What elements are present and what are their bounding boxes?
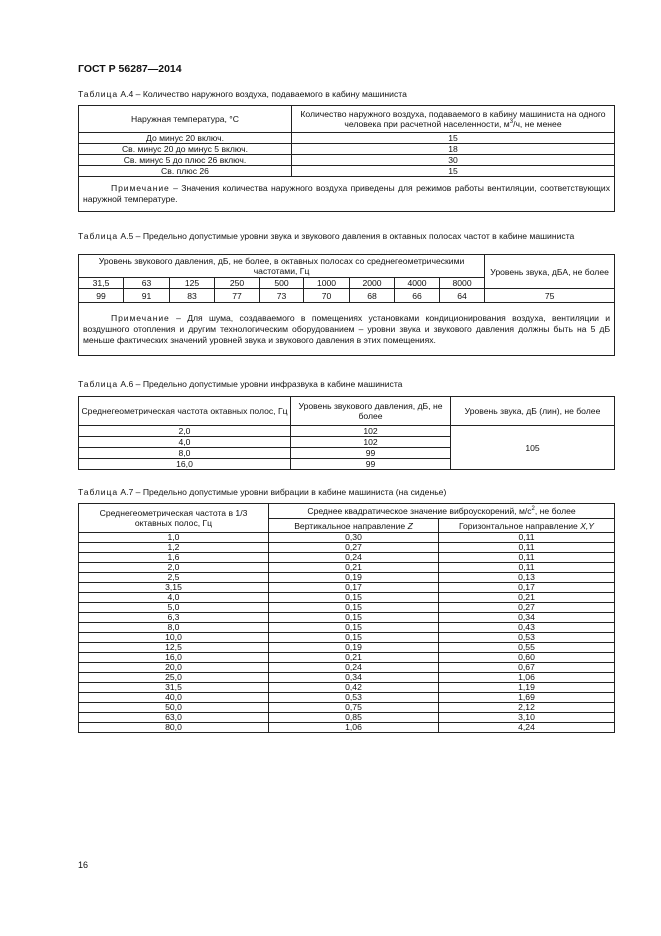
cell: 0,42 xyxy=(269,683,439,693)
cell: 8000 xyxy=(440,278,485,289)
cell: 0,24 xyxy=(269,553,439,563)
table-note xyxy=(79,303,615,356)
table-row xyxy=(79,673,615,683)
table-row xyxy=(79,533,615,543)
cell: 2000 xyxy=(350,278,395,289)
cell: 1,2 xyxy=(79,543,269,553)
cell: 15 xyxy=(292,133,615,144)
header-pressure: Уровень звукового давления, дБ, не более xyxy=(291,397,451,426)
table-row xyxy=(79,693,615,703)
cell: 30 xyxy=(292,155,615,166)
cell: 16,0 xyxy=(79,653,269,663)
cell: 3,15 xyxy=(79,583,269,593)
cell: 102 xyxy=(291,426,451,437)
cell: 68 xyxy=(350,289,395,303)
level-row xyxy=(79,289,615,303)
table-row xyxy=(79,713,615,723)
cell: 16,0 xyxy=(79,459,291,470)
cell: 0,11 xyxy=(439,543,615,553)
header-sound-level: Уровень звука, дБ (лин), не более xyxy=(451,397,615,426)
cell: 0,21 xyxy=(269,653,439,663)
table-row xyxy=(79,663,615,673)
note-text: – Для шума, создаваемого в помещениях установками кондиционирования воздуха, вентиляции и воздушного отопления и другим технологическим оборудованием – уровни звука и звукового давления должны быть на 5 дБ меньше фактических значений уровней звука и звукового давления в этих помещениях. xyxy=(83,312,611,345)
table-row xyxy=(79,683,615,693)
cell: 500 xyxy=(260,278,304,289)
table-row xyxy=(79,426,615,437)
cell: 2,5 xyxy=(79,573,269,583)
cell: 0,21 xyxy=(439,593,615,603)
table-row xyxy=(79,553,615,563)
table-a5-caption xyxy=(78,231,618,241)
cell: До минус 20 включ. xyxy=(79,133,292,144)
cell: 0,13 xyxy=(439,573,615,583)
table-row xyxy=(79,573,615,583)
page-number: 16 xyxy=(78,860,89,870)
table-row xyxy=(79,633,615,643)
cell: 1,6 xyxy=(79,553,269,563)
cell: 1000 xyxy=(304,278,350,289)
cell: 5,0 xyxy=(79,603,269,613)
cell: 0,27 xyxy=(269,543,439,553)
header-sound-pressure: Уровень звукового давления, дБ, не более, в октавных полосах со среднегеометрическими частотами, Гц xyxy=(79,255,485,278)
cell: 12,5 xyxy=(79,643,269,653)
cell: 91 xyxy=(124,289,170,303)
table-row xyxy=(79,703,615,713)
header-vertical xyxy=(269,519,439,533)
header-frequency: Среднегеометрическая частота октавных полос, Гц xyxy=(79,397,291,426)
table-a5 xyxy=(78,254,615,356)
document-title: ГОСТ Р 56287—2014 xyxy=(78,63,182,75)
note-label: Примечание xyxy=(111,312,170,323)
note-label: Примечание xyxy=(111,183,170,193)
cell: 0,15 xyxy=(269,593,439,603)
table-label: Таблица xyxy=(78,231,118,241)
caption-text: А.5 – Предельно допустимые уровни звука и звукового давления в октавных полосах частот в кабине машиниста xyxy=(118,231,575,241)
cell: 105 xyxy=(451,426,615,470)
cell: 6,3 xyxy=(79,613,269,623)
table-a4-caption xyxy=(78,89,407,99)
table-row xyxy=(79,583,615,593)
table-note xyxy=(79,177,615,212)
cell: Св. минус 5 до плюс 26 включ. xyxy=(79,155,292,166)
cell: 0,11 xyxy=(439,553,615,563)
cell: 1,69 xyxy=(439,693,615,703)
cell: 31,5 xyxy=(79,278,124,289)
header-sup: 2 xyxy=(531,506,535,513)
cell: 0,19 xyxy=(269,643,439,653)
cell: 77 xyxy=(215,289,260,303)
caption-text: А.7 – Предельно допустимые уровни вибрации в кабине машиниста (на сиденье) xyxy=(118,487,447,497)
cell: 70 xyxy=(304,289,350,303)
table-label: Таблица xyxy=(78,487,118,497)
header-sound-level: Уровень звука, дБА, не более xyxy=(485,255,615,289)
table-row xyxy=(79,166,615,177)
cell: 63,0 xyxy=(79,713,269,723)
cell: 0,15 xyxy=(269,623,439,633)
cell: 0,15 xyxy=(269,613,439,623)
cell: 15 xyxy=(292,166,615,177)
cell: 75 xyxy=(485,289,615,303)
table-row xyxy=(79,723,615,733)
table-a7-caption xyxy=(78,487,446,497)
cell: 0,27 xyxy=(439,603,615,613)
cell: 80,0 xyxy=(79,723,269,733)
cell: 0,67 xyxy=(439,663,615,673)
cell: 0,15 xyxy=(269,633,439,643)
table-a7 xyxy=(78,503,615,733)
cell: 0,15 xyxy=(269,603,439,613)
cell: 1,06 xyxy=(439,673,615,683)
cell: 73 xyxy=(260,289,304,303)
cell: 4,0 xyxy=(79,437,291,448)
table-a6-caption xyxy=(78,379,402,389)
cell: 0,17 xyxy=(269,583,439,593)
cell: 8,0 xyxy=(79,448,291,459)
cell: 0,30 xyxy=(269,533,439,543)
table-a7-body xyxy=(79,533,615,733)
table-row xyxy=(79,155,615,166)
table-row xyxy=(79,563,615,573)
cell: 40,0 xyxy=(79,693,269,703)
caption-text: А.4 – Количество наружного воздуха, подаваемого в кабину машиниста xyxy=(118,89,407,99)
header-text: Количество наружного воздуха, подаваемого в кабину машиниста на одного человека при расчетной населенности, м xyxy=(300,109,606,129)
cell: 2,0 xyxy=(79,563,269,573)
table-row xyxy=(79,543,615,553)
cell: 99 xyxy=(79,289,124,303)
cell: 83 xyxy=(170,289,215,303)
table-row xyxy=(79,144,615,155)
cell: 99 xyxy=(291,448,451,459)
cell: 4,0 xyxy=(79,593,269,603)
cell: 8,0 xyxy=(79,623,269,633)
header-text: Горизонтальное направление xyxy=(458,520,581,531)
table-row xyxy=(79,603,615,613)
cell: 4000 xyxy=(395,278,440,289)
cell: 63 xyxy=(124,278,170,289)
cell: 0,53 xyxy=(269,693,439,703)
cell: 250 xyxy=(215,278,260,289)
cell: 66 xyxy=(395,289,440,303)
table-label: Таблица xyxy=(78,89,118,99)
table-row xyxy=(79,653,615,663)
cell: 18 xyxy=(292,144,615,155)
cell: 0,60 xyxy=(439,653,615,663)
cell: 0,75 xyxy=(269,703,439,713)
cell: 0,11 xyxy=(439,533,615,543)
axis-label: Z xyxy=(407,520,413,531)
cell: 0,34 xyxy=(269,673,439,683)
cell: 1,06 xyxy=(269,723,439,733)
table-row xyxy=(79,623,615,633)
axis-label: X,Y xyxy=(580,520,595,531)
cell: 0,53 xyxy=(439,633,615,643)
table-row xyxy=(79,593,615,603)
caption-text: А.6 – Предельно допустимые уровни инфразвука в кабине машиниста xyxy=(118,379,403,389)
cell: 25,0 xyxy=(79,673,269,683)
cell: 1,19 xyxy=(439,683,615,693)
header-outdoor-temperature: Наружная температура, °С xyxy=(79,106,292,133)
table-row xyxy=(79,613,615,623)
cell: 31,5 xyxy=(79,683,269,693)
cell: 2,0 xyxy=(79,426,291,437)
table-a4 xyxy=(78,105,615,212)
note-text: – Значения количества наружного воздуха приведены для режимов работы вентиляции, соответствующих наружной температуре. xyxy=(83,183,610,204)
cell: 0,17 xyxy=(439,583,615,593)
cell: Св. минус 20 до минус 5 включ. xyxy=(79,144,292,155)
cell: 125 xyxy=(170,278,215,289)
cell: 0,24 xyxy=(269,663,439,673)
cell: Св. плюс 26 xyxy=(79,166,292,177)
header-text: Среднее квадратическое значение виброускорений, м/с xyxy=(307,506,532,517)
header-air-quantity xyxy=(292,106,615,133)
cell: 99 xyxy=(291,459,451,470)
cell: 1,0 xyxy=(79,533,269,543)
cell: 0,19 xyxy=(269,573,439,583)
cell: 0,34 xyxy=(439,613,615,623)
cell: 0,55 xyxy=(439,643,615,653)
cell: 0,11 xyxy=(439,563,615,573)
header-text: Вертикальное направление xyxy=(294,520,408,531)
table-row xyxy=(79,643,615,653)
header-text-end: /ч, не менее xyxy=(513,119,562,129)
header-text-end: , не более xyxy=(534,506,576,517)
table-label: Таблица xyxy=(78,379,118,389)
cell: 0,43 xyxy=(439,623,615,633)
header-acceleration xyxy=(269,504,615,519)
cell: 0,21 xyxy=(269,563,439,573)
table-row xyxy=(79,133,615,144)
cell: 102 xyxy=(291,437,451,448)
cell: 20,0 xyxy=(79,663,269,673)
cell: 64 xyxy=(440,289,485,303)
cell: 2,12 xyxy=(439,703,615,713)
table-a6 xyxy=(78,396,615,470)
cell: 0,85 xyxy=(269,713,439,723)
cell: 50,0 xyxy=(79,703,269,713)
cell: 10,0 xyxy=(79,633,269,643)
header-horizontal xyxy=(439,519,615,533)
cell: 4,24 xyxy=(439,723,615,733)
header-frequency: Среднегеометрическая частота в 1/3 октавных полос, Гц xyxy=(79,504,269,533)
header-sup: 3 xyxy=(509,119,514,126)
cell: 3,10 xyxy=(439,713,615,723)
